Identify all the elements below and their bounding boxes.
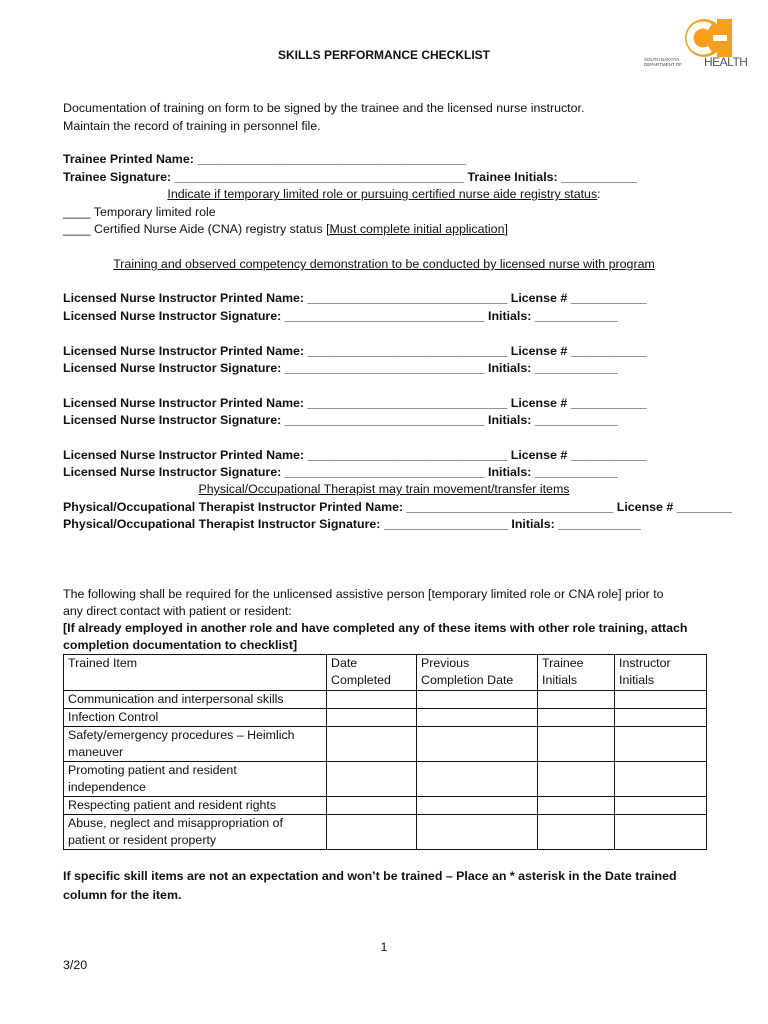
- trainee-initials-cell[interactable]: [538, 727, 615, 762]
- date-completed-cell[interactable]: [327, 691, 417, 709]
- trainee-initials-field[interactable]: ___________: [561, 170, 637, 184]
- previous-completion-cell[interactable]: [417, 691, 538, 709]
- competency-heading: Training and observed competency demonstration to be conducted by licensed nurse with program: [113, 257, 655, 271]
- initials-field[interactable]: ____________: [534, 361, 618, 375]
- table-row: [64, 762, 707, 797]
- date-completed-cell[interactable]: [327, 815, 417, 850]
- trainee-initials-cell[interactable]: [538, 691, 615, 709]
- trained-item-cell: Respecting patient and resident rights: [64, 797, 327, 815]
- license-field[interactable]: ___________: [570, 396, 647, 410]
- instructor-name-field[interactable]: _____________________________: [307, 396, 508, 410]
- option-temporary-blank[interactable]: ____: [63, 205, 91, 219]
- therapist-license-field[interactable]: ________: [676, 500, 732, 514]
- license-field[interactable]: ___________: [570, 448, 647, 462]
- previous-completion-cell[interactable]: [417, 797, 538, 815]
- option-cna-label: Certified Nurse Aide (CNA) registry status [: [94, 222, 330, 236]
- therapist-name-field[interactable]: ______________________________: [406, 500, 614, 514]
- table-row: [64, 709, 707, 727]
- requirement-line-1: The following shall be required for the unlicensed assistive person [temporary limited role or CNA role] prior to: [63, 587, 664, 601]
- option-cna-blank[interactable]: ____: [63, 222, 91, 236]
- trained-item-cell: Infection Control: [64, 709, 327, 727]
- therapist-signature-row: Physical/Occupational Therapist Instructor Signature: __________________ Initials: ____________: [63, 517, 641, 531]
- instructor-name-field[interactable]: _____________________________: [307, 291, 508, 305]
- previous-completion-cell[interactable]: [417, 709, 538, 727]
- trainee-name-field[interactable]: _______________________________________: [197, 152, 467, 166]
- instructor-4-signature-row: Licensed Nurse Instructor Signature: _____________________________ Initials: ____________: [63, 465, 618, 479]
- instructor-signature-field[interactable]: _____________________________: [284, 309, 485, 323]
- instructor-2-name-row: Licensed Nurse Instructor Printed Name: _____________________________ License # ___________: [63, 344, 647, 358]
- previous-completion-cell[interactable]: [417, 762, 538, 797]
- instructor-name-field[interactable]: _____________________________: [307, 448, 508, 462]
- trained-item-cell: Promoting patient and resident independence: [64, 762, 327, 797]
- trainee-initials-cell[interactable]: [538, 762, 615, 797]
- previous-completion-cell[interactable]: [417, 815, 538, 850]
- trained-item-cell: Abuse, neglect and misappropriation of patient or resident property: [64, 815, 327, 850]
- instructor-3-name-row: Licensed Nurse Instructor Printed Name: _____________________________ License # ___________: [63, 396, 647, 410]
- trainee-initials-cell[interactable]: [538, 709, 615, 727]
- instructor-signature-field[interactable]: _____________________________: [284, 361, 485, 375]
- instructor-1-name-row: Licensed Nurse Instructor Printed Name: _____________________________ License # ___________: [63, 291, 647, 305]
- logo-small-text-1: SOUTH DAKOTA: [644, 57, 680, 62]
- instructor-initials-cell[interactable]: [615, 727, 707, 762]
- instructor-name-field[interactable]: _____________________________: [307, 344, 508, 358]
- date-completed-cell[interactable]: [327, 727, 417, 762]
- previous-completion-cell[interactable]: [417, 727, 538, 762]
- instructor-initials-cell[interactable]: [615, 762, 707, 797]
- instructor-initials-cell[interactable]: [615, 815, 707, 850]
- sd-health-logo: [644, 17, 748, 73]
- table-row: [64, 797, 707, 815]
- column-header: Trained Item: [64, 655, 327, 691]
- instructor-2-signature-row: Licensed Nurse Instructor Signature: _____________________________ Initials: ____________: [63, 361, 618, 375]
- page-title: SKILLS PERFORMANCE CHECKLIST: [277, 48, 490, 62]
- page-number: 1: [380, 940, 388, 954]
- therapist-initials-field[interactable]: ____________: [558, 517, 641, 531]
- revision-date: 3/20: [63, 958, 88, 972]
- instructor-1-signature-row: Licensed Nurse Instructor Signature: _____________________________ Initials: ____________: [63, 309, 618, 323]
- date-completed-cell[interactable]: [327, 709, 417, 727]
- therapist-heading: Physical/Occupational Therapist may train movement/transfer items: [198, 482, 570, 496]
- table-row: [64, 815, 707, 850]
- requirement-bold-line-2: completion documentation to checklist]: [63, 638, 298, 652]
- instructor-initials-cell[interactable]: [615, 709, 707, 727]
- intro-line-2: Maintain the record of training in personnel file.: [63, 119, 321, 133]
- table-header-row: [64, 655, 707, 691]
- trained-item-cell: Safety/emergency procedures – Heimlich maneuver: [64, 727, 327, 762]
- requirement-line-2: any direct contact with patient or resident:: [63, 604, 292, 618]
- must-complete-note: Must complete initial application: [329, 222, 505, 236]
- intro-line-1: Documentation of training on form to be signed by the trainee and the licensed nurse instructor.: [63, 101, 585, 115]
- logo-small-text-2: DEPARTMENT OF: [644, 62, 683, 67]
- date-completed-cell[interactable]: [327, 762, 417, 797]
- trained-item-cell: Communication and interpersonal skills: [64, 691, 327, 709]
- role-indicate-heading: Indicate if temporary limited role or pursuing certified nurse aide registry status:: [167, 187, 601, 201]
- instructor-initials-cell[interactable]: [615, 797, 707, 815]
- date-completed-cell[interactable]: [327, 797, 417, 815]
- logo-health-text: HEALTH: [704, 55, 748, 69]
- option-cna-status: ____ Certified Nurse Aide (CNA) registry status [Must complete initial application]: [63, 222, 508, 236]
- instructor-4-name-row: Licensed Nurse Instructor Printed Name: _____________________________ License # ___________: [63, 448, 647, 462]
- asterisk-instruction: If specific skill items are not an expectation and won’t be trained – Place an * asterisk in the Date trained column for the item.: [63, 869, 677, 902]
- instructor-signature-field[interactable]: _____________________________: [284, 413, 485, 427]
- column-header: Instructor Initials: [615, 655, 707, 691]
- trainee-signature-label: Trainee Signature:: [63, 170, 172, 184]
- option-temporary-role: [63, 204, 216, 221]
- table-row: [64, 691, 707, 709]
- trainee-signature-row: [63, 169, 637, 186]
- initials-field[interactable]: ____________: [534, 309, 618, 323]
- initials-field[interactable]: ____________: [534, 413, 618, 427]
- trainee-initials-label: Trainee Initials:: [467, 170, 558, 184]
- therapist-name-row: Physical/Occupational Therapist Instructor Printed Name: ______________________________ License # ________: [63, 500, 732, 514]
- license-field[interactable]: ___________: [570, 344, 647, 358]
- therapist-signature-field[interactable]: __________________: [383, 517, 508, 531]
- requirement-bold-line-1: [If already employed in another role and have completed any of these items with other role training, attach: [63, 621, 688, 635]
- option-temporary-label: Temporary limited role: [93, 205, 216, 219]
- license-field[interactable]: ___________: [570, 291, 647, 305]
- trainee-initials-cell[interactable]: [538, 815, 615, 850]
- column-header: Previous Completion Date: [417, 655, 538, 691]
- column-header: Date Completed: [327, 655, 417, 691]
- trainee-initials-cell[interactable]: [538, 797, 615, 815]
- table-row: [64, 727, 707, 762]
- instructor-initials-cell[interactable]: [615, 691, 707, 709]
- initials-field[interactable]: ____________: [534, 465, 618, 479]
- trainee-signature-field[interactable]: __________________________________________: [174, 170, 464, 184]
- column-header: Trainee Initials: [538, 655, 615, 691]
- trainee-name-row: [63, 151, 466, 168]
- instructor-signature-field[interactable]: _____________________________: [284, 465, 485, 479]
- instructor-3-signature-row: Licensed Nurse Instructor Signature: _____________________________ Initials: ____________: [63, 413, 618, 427]
- training-checklist-table: [63, 654, 707, 850]
- trainee-name-label: Trainee Printed Name:: [63, 152, 194, 166]
